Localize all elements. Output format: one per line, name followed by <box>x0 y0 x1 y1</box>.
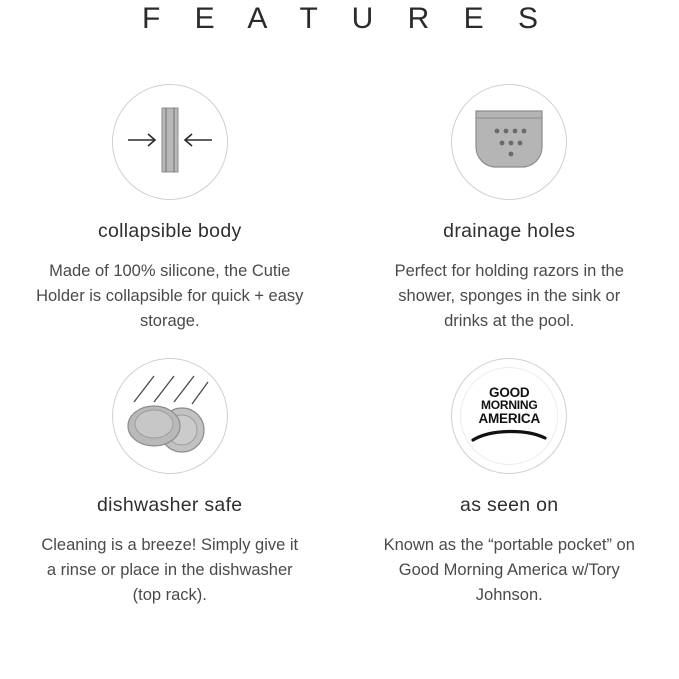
feature-icon-circle <box>451 84 567 200</box>
feature-icon-circle <box>112 84 228 200</box>
feature-title: dishwasher safe <box>97 494 243 516</box>
feature-description: Perfect for holding razors in the shower, sponges in the sink or drinks at the pool. <box>394 262 624 330</box>
gma-logo-line-1: GOOD <box>489 384 530 400</box>
feature-title: drainage holes <box>443 220 576 242</box>
gma-logo-line-2: MORNING <box>480 397 538 412</box>
feature-description: Made of 100% silicone, the Cutie Holder is collapsible for quick + easy storage. <box>36 262 304 330</box>
feature-title: collapsible body <box>97 220 242 242</box>
feature-description: Cleaning is a breeze! Simply give it a rinse or place in the dishwasher (top rack). <box>41 536 299 604</box>
gma-logo-line-3: AMERICA <box>478 410 541 426</box>
good-morning-america-logo-icon <box>460 367 558 465</box>
feature-drainage-holes <box>340 84 679 334</box>
feature-icon-circle <box>112 358 228 474</box>
collapsible-body-icon <box>120 100 220 185</box>
feature-dishwasher-safe <box>0 358 340 608</box>
feature-collapsible-body <box>0 84 340 334</box>
features-grid <box>0 84 679 608</box>
feature-icon-circle <box>451 358 567 474</box>
gma-swoosh-icon <box>471 428 547 447</box>
feature-as-seen-on <box>340 358 679 608</box>
dishwasher-safe-icon <box>120 368 220 465</box>
feature-title: as seen on <box>460 494 559 516</box>
page-title: F E A T U R E S <box>142 2 551 35</box>
drainage-holes-icon <box>466 103 552 182</box>
feature-description: Known as the “portable pocket” on Good Morning America w/Tory Johnson. <box>383 536 635 604</box>
